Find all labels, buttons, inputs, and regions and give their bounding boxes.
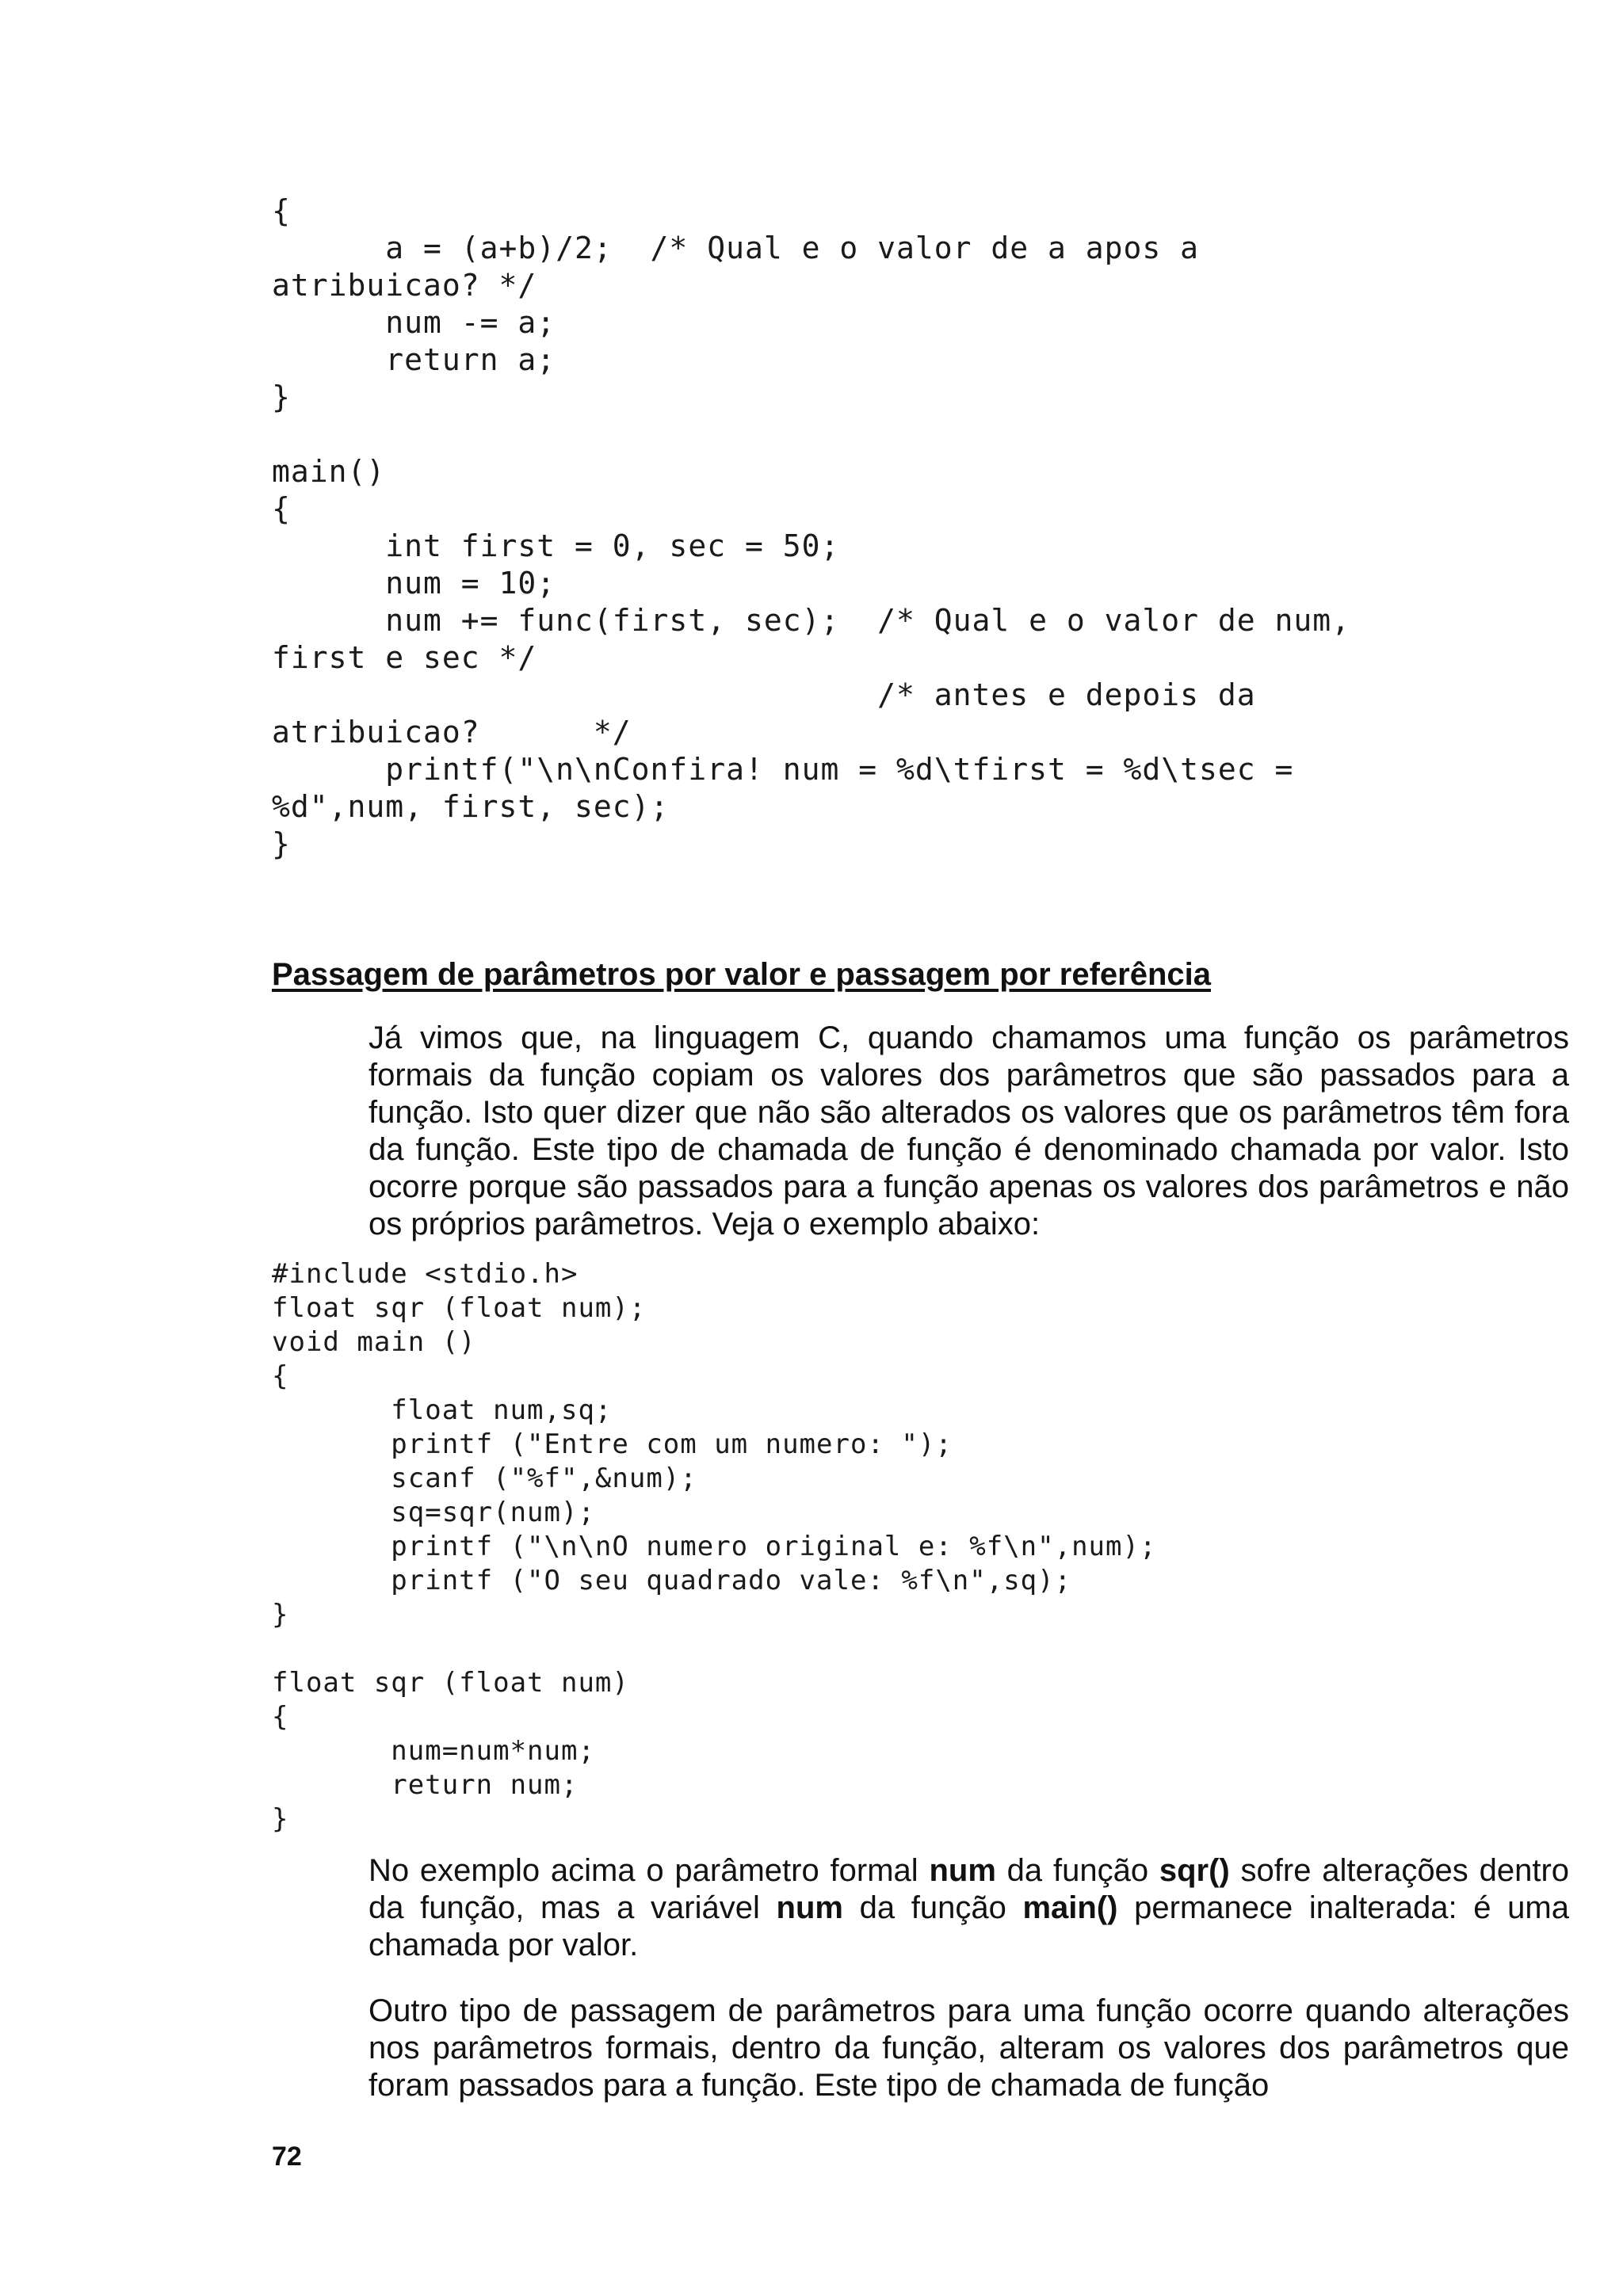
bold-term-main: main() bbox=[1022, 1890, 1118, 1925]
paragraph-call-by-reference-intro: Outro tipo de passagem de parâmetros para uma função ocorre quando alterações nos parâmetros formais, dentro da função, alteram os valores dos parâmetros que foram passados para a função. Este tipo de chamada de função bbox=[369, 1993, 1569, 2103]
bold-term-sqr: sqr() bbox=[1159, 1853, 1230, 1888]
section-heading: Passagem de parâmetros por valor e passagem por referência bbox=[272, 957, 1211, 992]
page-number: 72 bbox=[272, 2142, 302, 2172]
paragraph-call-by-value-intro: Já vimos que, na linguagem C, quando chamamos uma função os parâmetros formais da função copiam os valores dos parâmetros que são passados para a função. Isto quer dizer que não são alterados os valores que os parâmetros têm fora da função. Este tipo de chamada de função é denominado chamada por valor. Isto ocorre porque são passados para a função apenas os valores dos parâmetros e não os próprios parâmetros. Veja o exemplo abaixo: bbox=[369, 1020, 1569, 1241]
bold-term-num: num bbox=[776, 1890, 843, 1925]
text-segment: No exemplo acima o parâmetro formal bbox=[369, 1853, 930, 1888]
code-block-func-main: { a = (a+b)/2; /* Qual e o valor de a apos a atribuicao? */ num -= a; return a; } main() { int first = 0, sec = 50; num = 10; num += func(first, sec); /* Qual e o valor de num, first e sec */ /* antes e depois da atribuicao? */ printf("\n\nConfira! num = %d\tfirst = %d\tsec = %d",num, first, sec); } bbox=[272, 193, 1351, 861]
text-segment: permanece inalterada: é uma chamada por valor. bbox=[369, 1890, 1569, 1962]
code-block-sqr-example: #include <stdio.h> float sqr (float num); void main () { float num,sq; printf ("Entre com um numero: "); scanf ("%f",&num); sq=sqr(num); printf ("\n\nO numero original e: %f\n",num); printf ("O seu quadrado vale: %f\n",sq); } float sqr (float num) { num=num*num; return num; } bbox=[272, 1258, 1157, 1835]
text-segment: da função bbox=[995, 1853, 1159, 1888]
bold-term-num: num bbox=[929, 1853, 996, 1888]
paragraph-example-explanation bbox=[272, 1852, 1569, 1964]
text-segment: sofre alterações dentro da função, mas a variável bbox=[369, 1853, 1570, 1925]
text-segment: da função bbox=[842, 1890, 1023, 1925]
